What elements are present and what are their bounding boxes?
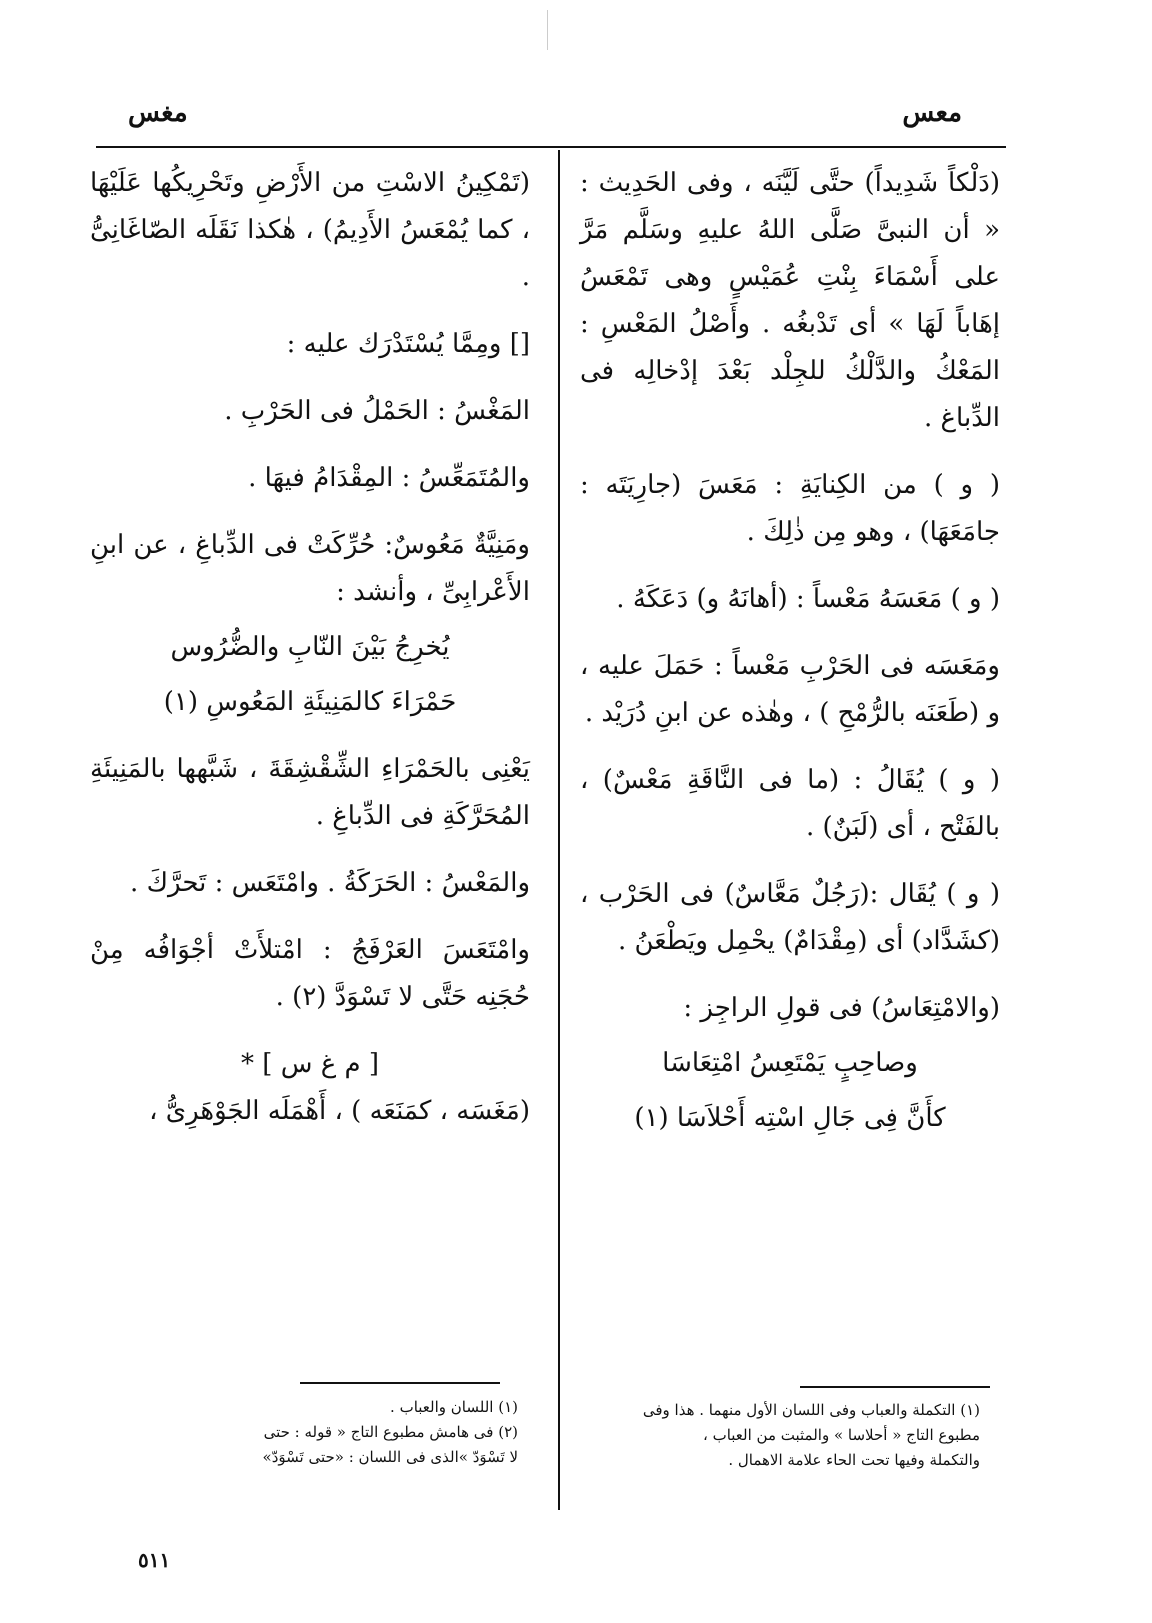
paragraph: يَعْنِى بالحَمْرَاءِ الشِّقْشِقَةَ ، شَبَّهها بالمَنِيئَةِ المُحَرَّكَةِ فى الدِّباغِ . — [90, 754, 530, 831]
right-column — [580, 160, 1000, 1150]
left-column — [90, 160, 530, 1135]
verse-line: يُخرِجُ بَيْنَ النّابِ والضُّرُوس — [170, 632, 450, 662]
footnote-line: (١) التكملة والعباب وفى اللسان الأول منهما . هذا وفى — [642, 1401, 980, 1419]
footnote-line: مطبوع التاج « أحلاسا » والمثبت من العباب ، — [702, 1426, 980, 1444]
column-divider — [558, 150, 560, 1510]
page-number: ٥١١ — [138, 1548, 171, 1572]
footnote-line: (٢) فى هامش مطبوع التاج « قوله : حتى — [263, 1423, 518, 1441]
footnote-line: (١) اللسان والعباب . — [390, 1398, 518, 1416]
footnotes-left — [118, 1395, 518, 1470]
footnote-line: والتكملة وفيها تحت الحاء علامة الاهمال . — [728, 1451, 980, 1469]
scan-mark — [547, 10, 548, 50]
paragraph: والمُتَمَعِّسُ : المِقْدَامُ فيهَا . — [248, 463, 530, 493]
paragraph: (والامْتِعَاسُ) فى قولِ الراجِز : — [683, 993, 1000, 1023]
paragraph: والمَعْسُ : الحَرَكَةُ . وامْتَعَس : تَحرَّكَ . — [130, 868, 530, 898]
paragraph: وامْتَعَسَ العَرْفَجُ : امْتلأَتْ أجْوَافُه مِنْ حُجَنِه حَتَّى لا تَسْوَدَّ (٢) . — [90, 935, 530, 1012]
paragraph: ( و ) يُقَالُ : (ما فى النَّاقَةِ مَعْسٌ) ، بالفَتْح ، أى (لَبَنٌ) . — [580, 765, 1000, 842]
running-header-right: معس — [902, 98, 962, 128]
header-rule — [96, 146, 1006, 148]
paragraph: ومَنِيَّةٌ مَعُوسٌ: حُرِّكَتْ فى الدِّباغِ ، عن ابنِ الأَعْرابِىِّ ، وأنشد : — [90, 530, 530, 607]
paragraph: ( و ) يُقَال :(رَجُلٌ مَعَّاسٌ) فى الحَرْب ، (كشَدَّاد) أى (مِقْدَامٌ) يحْمِل ويَطْعَنُ . — [580, 879, 1000, 956]
paragraph: ومَعَسَه فى الحَرْبِ مَعْساً : حَمَلَ عليه ، و (طَعَنَه بالرُّمْحِ ) ، وهٰذه عن ابنِ دُرَيْد . — [580, 651, 1000, 728]
footnotes-right — [580, 1398, 980, 1473]
footnote-line: لا تَسْوَدّ »الذى فى اللسان : «حتى تَسْوَدّ» — [262, 1448, 518, 1466]
verse-line: وصاحِبٍ يَمْتَعِسُ امْتِعَاسَا — [662, 1048, 918, 1078]
verse-line: حَمْرَاءَ كالمَنِيئَةِ المَعُوسِ (١) — [163, 687, 457, 717]
paragraph: (دَلْكاً شَدِيداً) حتَّى لَيَّنَه ، وفى الحَدِيث : « أن النبىَّ صَلَّى اللهُ عليهِ وسَلَّم مَرَّ على أَسْمَاءَ بِنْتِ عُمَيْسٍ وهى تَمْعَسُ إهَاباً لَهَا » أى تَدْبغُه . وأَصْلُ المَعْسِ : المَعْكُ والدَّلْكُ للجِلْد بَعْدَ إدْخالِه فى الدِّباغ . — [580, 168, 1000, 433]
paragraph: [] ومِمَّا يُسْتَدْرَك عليه : — [286, 329, 530, 359]
paragraph: ( و ) من الكِنايَةِ : مَعَسَ (جارِيَتَه : جامَعَهَا) ، وهو مِن ذٰلِكَ . — [580, 470, 1000, 547]
footnote-rule-right — [800, 1386, 990, 1388]
paragraph: (تَمْكِينُ الاسْتِ من الأَرْضِ وتَحْرِيكُها عَلَيْهَا ، كما يُمْعَسُ الأَدِيمُ) ، هٰكذا نَقَلَه الصّاغَانِىُّ . — [90, 168, 530, 292]
running-header-left: مغس — [128, 98, 188, 128]
entry-heading: [ م غ س ] * — [241, 1049, 379, 1079]
paragraph: المَغْسُ : الحَمْلُ فى الحَرْبِ . — [224, 396, 530, 426]
verse-line: كأَنَّ فِى جَالِ اسْتِه أَحْلاَسَا (١) — [634, 1103, 946, 1133]
paragraph: (مَغَسَه ، كمَنَعَه ) ، أَهْمَلَه الجَوْهَرِىُّ ، — [149, 1096, 530, 1126]
paragraph: ( و ) مَعَسَهُ مَعْساً : (أهانَهُ و) دَعَكَهُ . — [616, 584, 1000, 614]
footnote-rule-left — [300, 1382, 500, 1384]
